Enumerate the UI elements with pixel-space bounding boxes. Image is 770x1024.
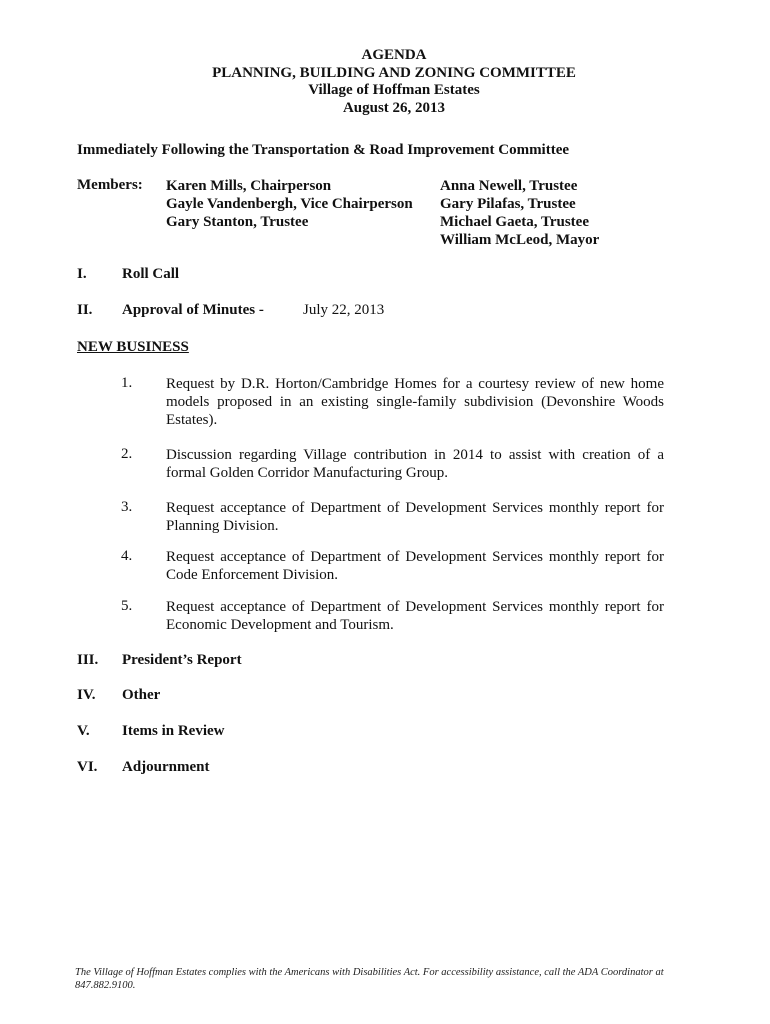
item-number: 2. xyxy=(121,446,133,462)
section-number: IV. xyxy=(77,687,96,703)
header-village: Village of Hoffman Estates xyxy=(308,82,480,98)
section-number: V. xyxy=(77,723,90,739)
section-approval-of-minutes: Approval of Minutes - xyxy=(122,302,264,318)
business-item-text: Request acceptance of Department of Development Services monthly report for Code Enforcement Division. xyxy=(166,549,664,583)
item-number: 3. xyxy=(121,499,133,515)
business-item-text: Request acceptance of Department of Development Services monthly report for Planning Division. xyxy=(166,500,664,534)
header-title: AGENDA xyxy=(361,47,427,63)
section-adjournment: Adjournment xyxy=(122,759,210,775)
item-number: 1. xyxy=(121,375,133,391)
member-name: Karen Mills, Chairperson xyxy=(166,178,332,194)
section-items-in-review: Items in Review xyxy=(122,723,225,739)
member-name: William McLeod, Mayor xyxy=(440,232,600,248)
header-date: August 26, 2013 xyxy=(342,99,446,116)
section-number: III. xyxy=(77,652,99,668)
item-number: 4. xyxy=(121,548,133,564)
member-name: Gary Pilafas, Trustee xyxy=(440,196,576,212)
members-right-column xyxy=(440,177,599,249)
section-roll-call: Roll Call xyxy=(122,266,180,282)
member-name: Michael Gaeta, Trustee xyxy=(440,214,589,230)
member-name: Gary Stanton, Trustee xyxy=(166,214,309,230)
business-item-text: Discussion regarding Village contribution in 2014 to assist with creation of a formal Golden Corridor Manufacturing Group. xyxy=(166,447,664,481)
members-left-column xyxy=(166,177,413,231)
section-number: II. xyxy=(77,302,93,318)
member-name: Gayle Vandenbergh, Vice Chairperson xyxy=(166,196,413,212)
member-name: Anna Newell, Trustee xyxy=(440,178,578,194)
new-business-heading: NEW BUSINESS xyxy=(77,339,189,355)
section-presidents-report: President’s Report xyxy=(122,652,242,668)
business-item-text: Request by D.R. Horton/Cambridge Homes for a courtesy review of new home models proposed in an existing single-family subdivision (Devonshire Woods Estates). xyxy=(166,376,664,428)
item-number: 5. xyxy=(121,598,133,614)
minutes-date: July 22, 2013 xyxy=(303,302,385,318)
business-item-text: Request acceptance of Department of Development Services monthly report for Economic Development and Tourism. xyxy=(166,599,664,633)
members-label: Members: xyxy=(77,177,143,193)
agenda-header xyxy=(0,47,770,117)
section-other: Other xyxy=(122,687,161,703)
ada-footer-note: The Village of Hoffman Estates complies with the Americans with Disabilities Act. For accessibility assistance, call the ADA Coordinator at 847.882.9100. xyxy=(75,967,664,991)
header-committee: PLANNING, BUILDING AND ZONING COMMITTEE xyxy=(212,64,576,81)
section-number: VI. xyxy=(77,759,98,775)
section-number: I. xyxy=(77,266,87,282)
following-note: Immediately Following the Transportation & Road Improvement Committee xyxy=(77,142,570,158)
